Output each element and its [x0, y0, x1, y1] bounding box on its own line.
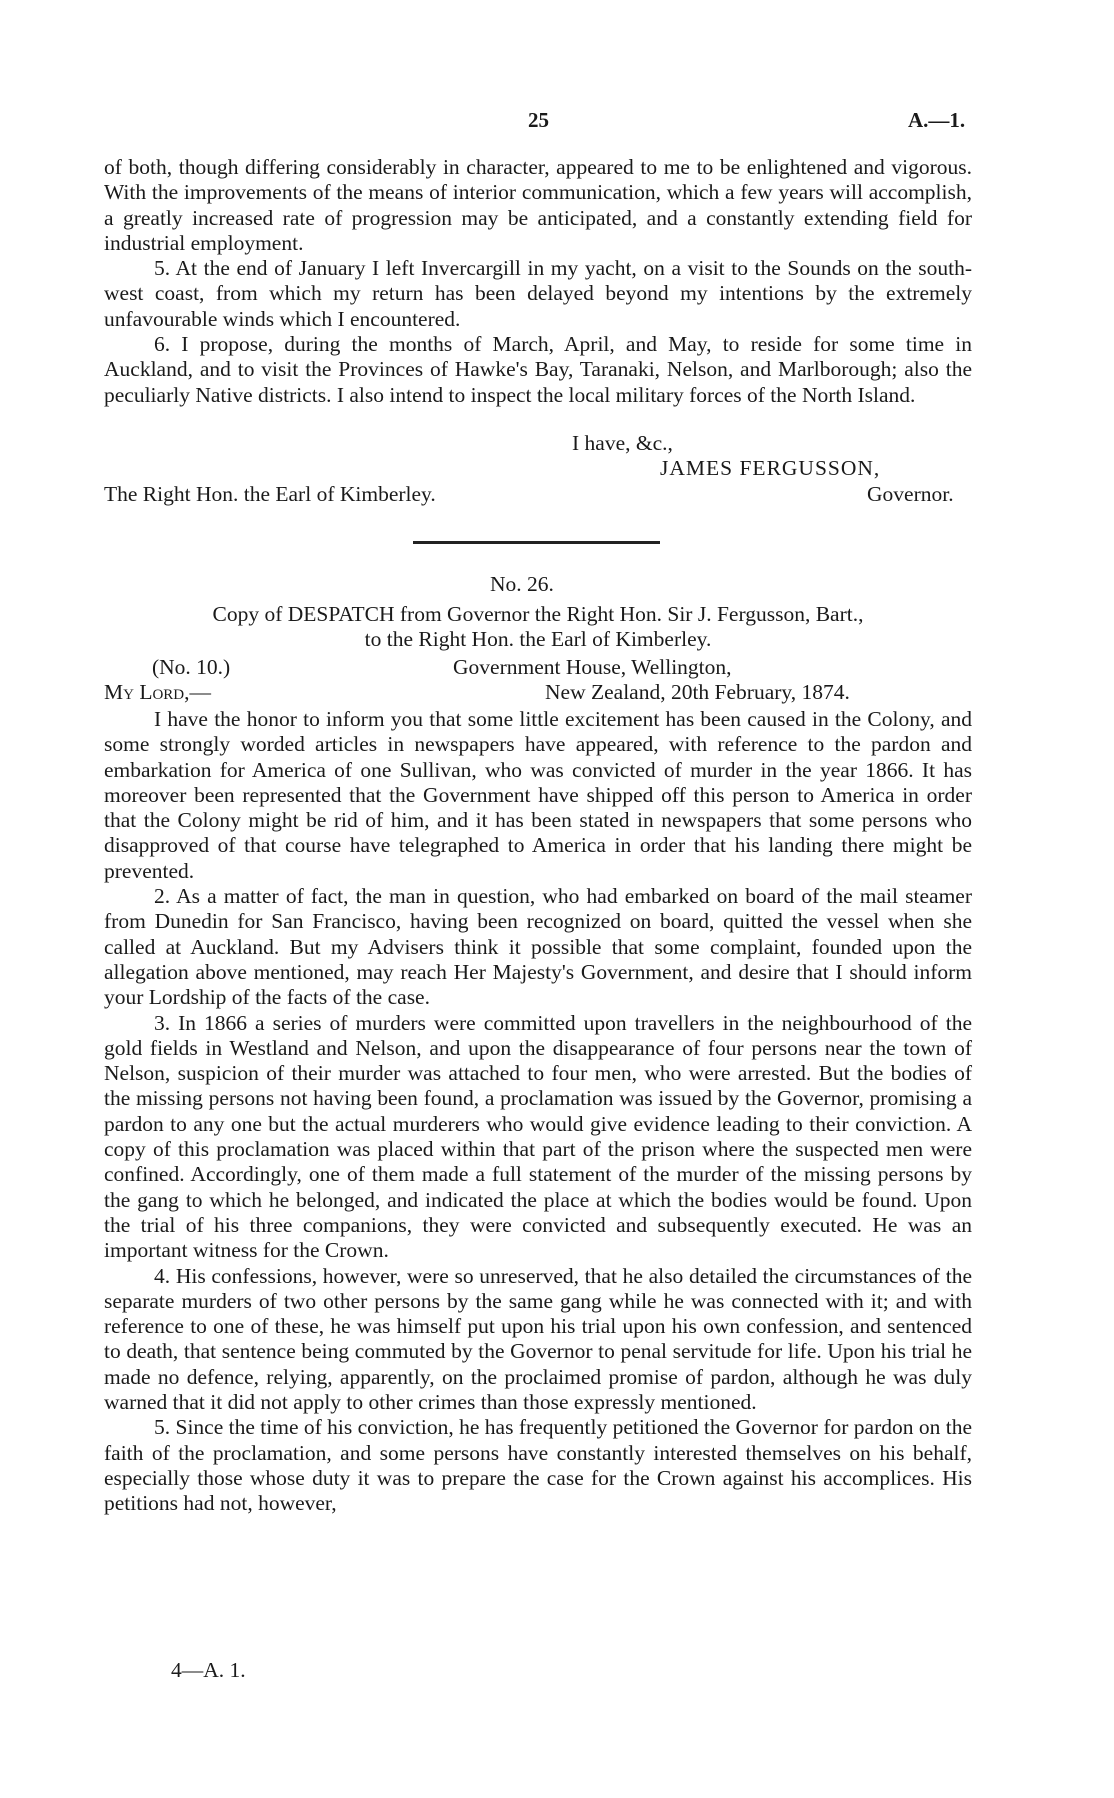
paragraph: 5. At the end of January I left Invercargill in my yacht, on a visit to the Sounds on the south-west coast, from which my return has been delayed beyond my intentions by the extremely unfavourable winds which I encountered. [104, 256, 972, 331]
despatch-heading: Copy of DESPATCH from Governor the Right Hon. Sir J. Fergusson, Bart., [212, 602, 864, 626]
despatch-reference: (No. 10.) [152, 655, 231, 679]
paragraph: of both, though differing considerably in character, appeared to me to be enlightened and vigorous. With the improvements of the means of interior communication, which a few years will accomplish, a greatly increased rate of progression may be anticipated, and a constantly extending field for industrial employment. [104, 155, 972, 255]
salutation: My Lord,— [104, 680, 212, 704]
addressee-line: The Right Hon. the Earl of Kimberley. [104, 482, 436, 506]
document-reference: A.—1. [908, 108, 966, 132]
previous-letter-body [104, 155, 972, 408]
despatch-address: Government House, Wellington, [453, 655, 732, 679]
section-divider [413, 541, 660, 544]
paragraph: I have the honor to inform you that some little excitement has been caused in the Colony, and some strongly worded articles in newspapers have appeared, with reference to the pardon and embarkation for America of one Sullivan, who was convicted of murder in the year 1866. It has moreover been represented that the Government have shipped off this person to America in order that the Colony might be rid of him, and it has been stated in newspapers that some persons who disapproved of that course have telegraphed to America in order that his landing there might be prevented. [104, 707, 972, 883]
signature-mark: 4—A. 1. [171, 1658, 246, 1682]
despatch-address: New Zealand, 20th February, 1874. [545, 680, 850, 704]
paragraph: 2. As a matter of fact, the man in question, who had embarked on board of the mail steamer from Dunedin for San Francisco, having been recognized on board, quitted the vessel when she called at Auckland. But my Advisers think it possible that some complaint, founded upon the allegation above mentioned, may reach Her Majesty's Government, and desire that I should inform your Lordship of the facts of the case. [104, 884, 972, 1010]
paragraph: 3. In 1866 a series of murders were committed upon travellers in the neighbourhood of the gold fields in Westland and Nelson, and upon the disappearance of four persons near the town of Nelson, suspicion of their murder was attached to four men, who were arrested. But the bodies of the missing persons not having been found, a proclamation was issued by the Governor, promising a pardon to any one but the actual murderers who would give evidence leading to their conviction. A copy of this proclamation was placed within that part of the prison where the suspected men were confined. Accordingly, one of them made a full statement of the murder of the missing persons by the gang to which he belonged, and indicated the place at which the bodies would be found. Upon the trial of his three companions, they were convicted and subsequently executed. He was an important witness for the Crown. [104, 1010, 972, 1263]
page-number: 25 [528, 108, 549, 132]
closing-phrase: I have, &c., [572, 431, 673, 455]
paragraph: 6. I propose, during the months of March, April, and May, to reside for some time in Auckland, and to visit the Provinces of Hawke's Bay, Taranaki, Nelson, and Marlborough; also the peculiarly Native districts. I also intend to inspect the local military forces of the North Island. [104, 332, 972, 407]
despatch-number: No. 26. [490, 572, 554, 596]
paragraph: 4. His confessions, however, were so unreserved, that he also detailed the circumstances of the separate murders of two other persons by the same gang while he was connected with it; and with reference to one of these, he was himself put upon his trial upon his own confession, and sentenced to death, that sentence being commuted by the Governor to penal servitude for life. Upon his trial he made no defence, relying, apparently, on the proclaimed promise of pardon, although he was duly warned that it did not apply to other crimes than those expressly mentioned. [104, 1263, 972, 1415]
signature-name: JAMES FERGUSSON, [660, 456, 881, 480]
despatch-heading: to the Right Hon. the Earl of Kimberley. [364, 627, 712, 651]
signatory-title: Governor. [867, 482, 954, 506]
paragraph: 5. Since the time of his conviction, he has frequently petitioned the Governor for pardon on the faith of the proclamation, and some persons have constantly interested themselves on his behalf, especially those whose duty it was to prepare the case for the Crown against his accomplices. His petitions had not, however, [104, 1415, 972, 1516]
despatch-body [104, 707, 972, 1517]
